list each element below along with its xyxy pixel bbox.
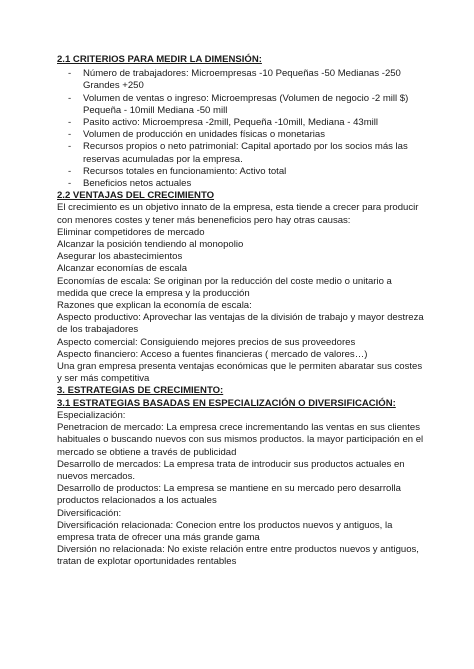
paragraph: Desarrollo de productos: La empresa se mantiene en su mercado pero desarrolla productos relacionados a los actuales: [57, 483, 401, 507]
paragraph: Alcanzar la posición tendiendo al monopolio: [57, 239, 244, 251]
paragraph: Diversión no relacionada: No existe relación entre entre productos nuevos y antiguos, tratan de explotar oportunidades rentables: [57, 544, 419, 568]
bullet-icon: -: [68, 165, 72, 177]
list-item: - Número de trabajadores: Microempresas -10 Pequeñas -50 Medianas -250 Grandes +250: [68, 68, 401, 92]
list-item: - Beneficios netos actuales: [68, 178, 192, 190]
paragraph: Aspecto productivo: Aprovechar las ventajas de la división de trabajo y mayor destreza de los trabajadores: [57, 312, 424, 336]
section-2-2-heading: 2.2 VENTAJAS DEL CRECIMIENTO: [57, 190, 215, 202]
paragraph: Penetracion de mercado: La empresa crece incrementando las ventas en sus clientes habituales o buscando nuevos con sus mismos productos. la mayor participación en el mercado se obtiene a través de publicidad: [57, 422, 424, 458]
paragraph: Aspecto financiero: Acceso a fuentes financieras ( mercado de valores…): [57, 348, 368, 360]
bullet-icon: -: [68, 178, 72, 190]
bullet-icon: -: [68, 117, 72, 129]
paragraph: Razones que explican la economía de escala:: [57, 300, 252, 312]
paragraph: Eliminar competidores de mercado: [57, 226, 205, 238]
section-3-1-heading: 3.1 ESTRATEGIAS BASADAS EN ESPECIALIZACIÓN O DIVERSIFICACIÓN:: [57, 397, 396, 409]
list-item: - Recursos propios o neto patrimonial: Capital aportado por los socios más las reservas acumuladas por la empresa.: [68, 141, 408, 165]
section-3-heading: 3. ESTRATEGIAS DE CRECIMIENTO:: [57, 385, 224, 397]
bullet-icon: -: [68, 68, 72, 80]
paragraph: Alcanzar economías de escala: [57, 263, 188, 275]
paragraph: El crecimiento es un objetivo innato de la empresa, esta tiende a crecer para producir con menores costes y tener más beneneficios pero hay otras causas:: [57, 202, 419, 226]
paragraph: Desarrollo de mercados: La empresa trata de introducir sus productos actuales en nuevos mercados.: [57, 458, 405, 482]
paragraph: Diversificación relacionada: Conecion entre los productos nuevos y antiguos, la empresa trata de ofrecer una más grande gama: [57, 519, 393, 543]
paragraph: Diversificación:: [57, 507, 122, 519]
bullet-icon: -: [68, 92, 72, 104]
list-item: - Pasito activo: Microempresa -2mill, Pequeña -10mill, Mediana - 43mill: [68, 117, 379, 129]
paragraph: Una gran empresa presenta ventajas económicas que le permiten abaratar sus costes y ser más competitiva: [57, 361, 423, 385]
list-item: - Volumen de producción en unidades físicas o monetarias: [68, 129, 326, 141]
paragraph: Economías de escala: Se originan por la reducción del coste medio o unitario a medida que crece la empresa y la producción: [57, 275, 392, 299]
section-2-1-heading: 2.1 CRITERIOS PARA MEDIR LA DIMENSIÓN:: [57, 54, 262, 65]
paragraph: Asegurar los abastecimientos: [57, 251, 183, 263]
paragraph: Especialización:: [57, 409, 126, 421]
bullet-icon: -: [68, 141, 72, 153]
bullet-icon: -: [68, 129, 72, 141]
list-item: - Volumen de ventas o ingreso: Microempresas (Volumen de negocio -2 mill $) Pequeña - 10mill Mediana -50 mill: [68, 92, 409, 116]
paragraph: Aspecto comercial: Consiguiendo mejores precios de sus proveedores: [57, 336, 356, 348]
list-item: - Recursos totales en funcionamiento: Activo total: [68, 165, 287, 177]
criteria-list: [57, 68, 424, 190]
